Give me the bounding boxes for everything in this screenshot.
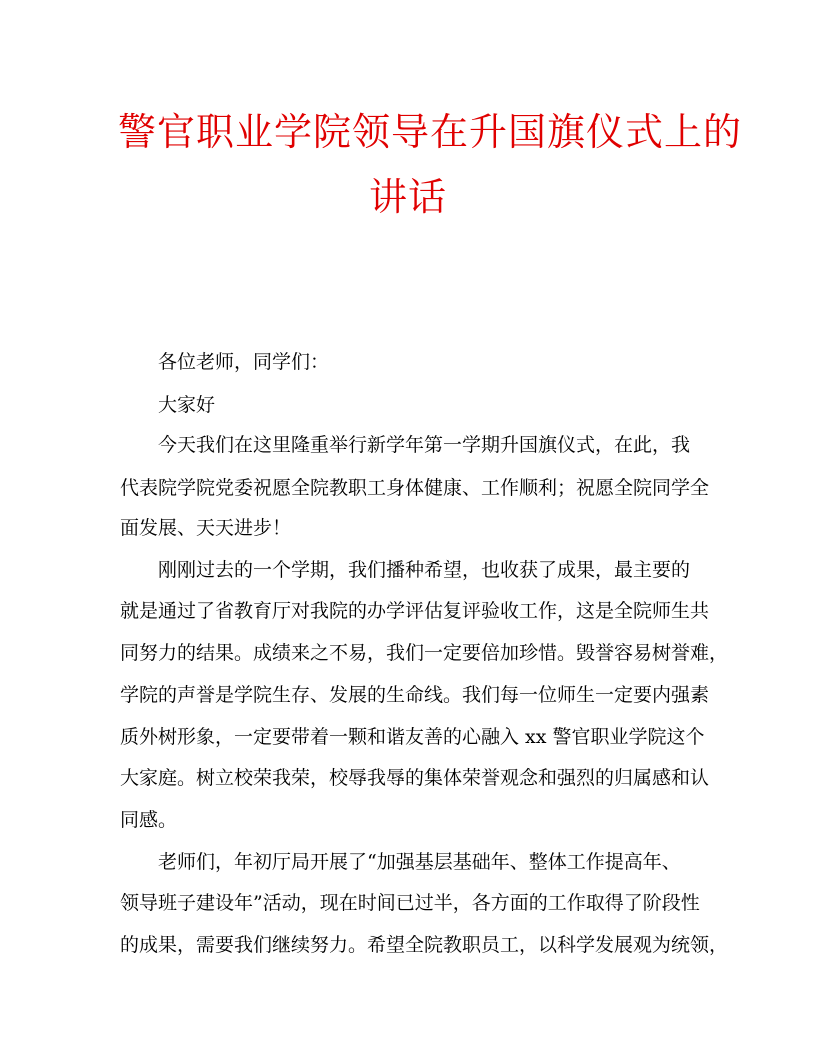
body-line: 各位老师，同学们：	[120, 351, 330, 373]
body-line: 代表院学院党委祝愿全院教职工身体健康、工作顺利；祝愿全院同学全	[120, 477, 710, 499]
body-line: 就是通过了省教育厅对我院的办学评估复评验收工作，这是全院师生共	[120, 600, 710, 622]
body-line: 老师们，年初厅局开展了“加强基层基础年、整体工作提高年、	[120, 851, 681, 873]
body-line: 大家好	[120, 394, 216, 416]
body-line: 大家庭。树立校荣我荣，校辱我辱的集体荣誉观念和强烈的归属感和认	[120, 767, 710, 789]
body-line: 质外树形象，一定要带着一颗和谐友善的心融入 xx 警官职业学院这个	[120, 726, 705, 748]
body-line: 同努力的结果。成绩来之不易，我们一定要倍加珍惜。毁誉容易树誉难，	[120, 642, 729, 664]
body-line: 刚刚过去的一个学期，我们播种希望，也收获了成果，最主要的	[120, 559, 691, 581]
document-title-line-1: 警官职业学院领导在升国旗仪式上的	[118, 110, 743, 154]
body-line: 的成果，需要我们继续努力。希望全院教职员工，以科学发展观为统领，	[120, 934, 729, 956]
body-line: 面发展、天天进步！	[120, 517, 292, 539]
document-title-line-2: 讲话	[368, 175, 447, 219]
body-line: 今天我们在这里隆重举行新学年第一学期升国旗仪式，在此，我	[120, 434, 691, 456]
body-line: 领导班子建设年”活动，现在时间已过半，各方面的工作取得了阶段性	[120, 892, 700, 914]
body-line: 学院的声誉是学院生存、发展的生命线。我们每一位师生一定要内强素	[120, 684, 710, 706]
body-line: 同感。	[120, 809, 178, 831]
